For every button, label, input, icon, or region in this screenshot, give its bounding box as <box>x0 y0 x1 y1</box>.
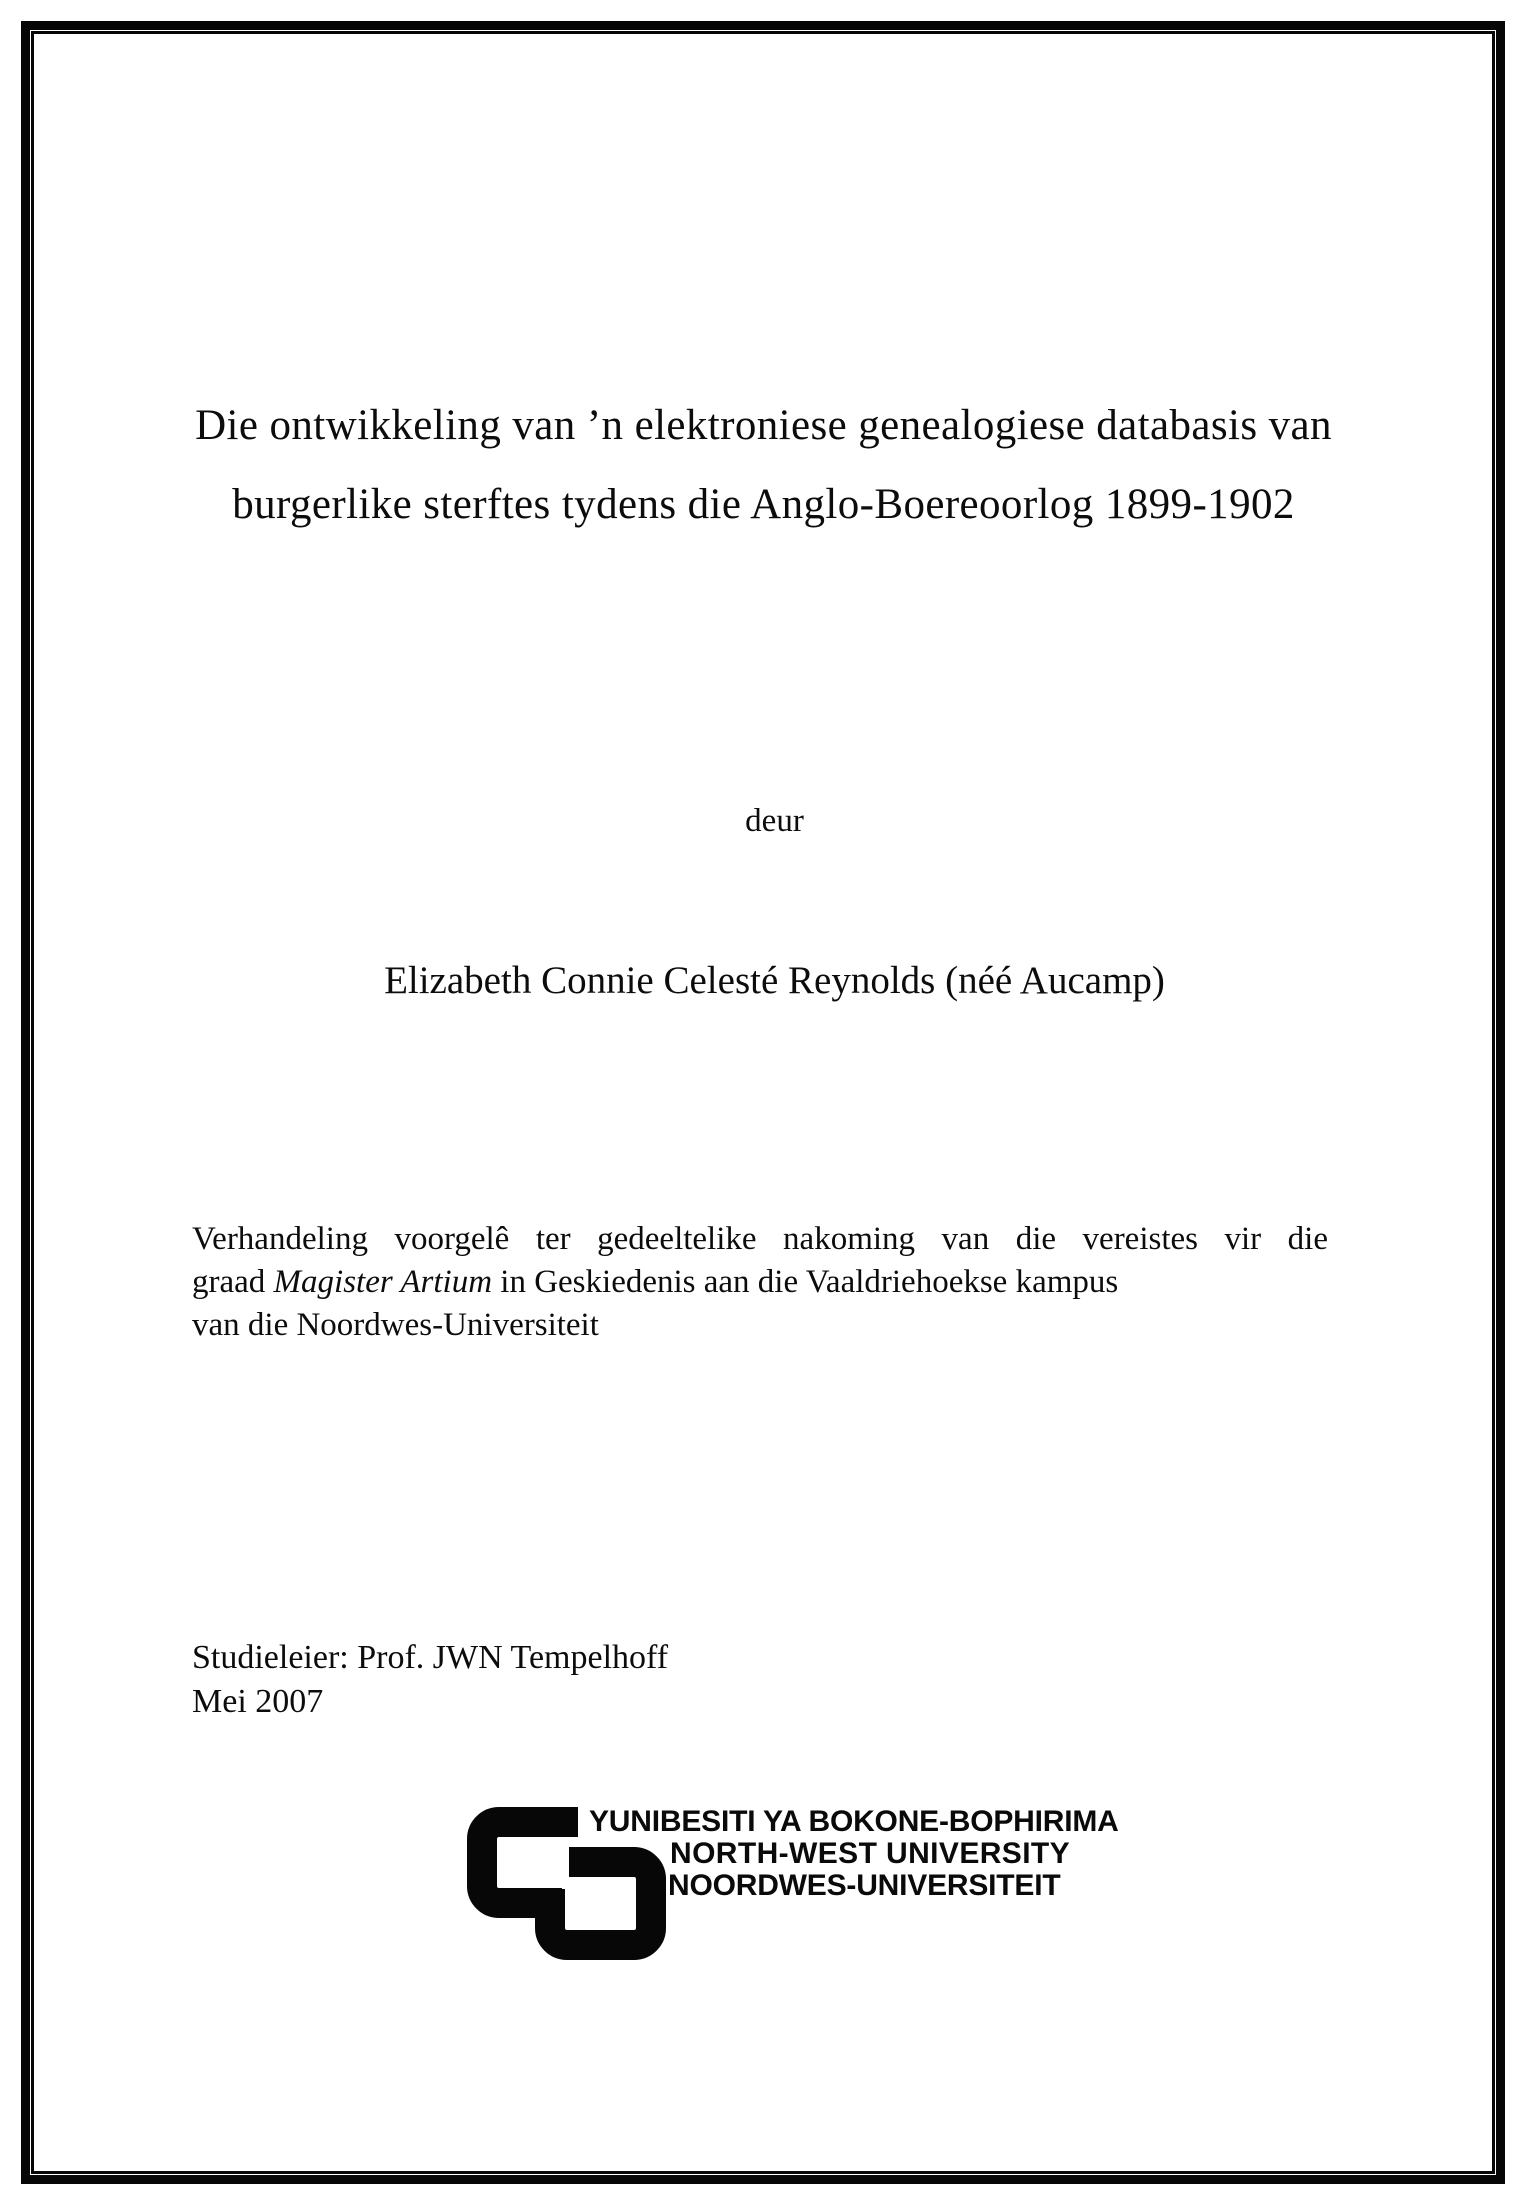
date-line: Mei 2007 <box>192 1683 324 1720</box>
degree-statement-line-2-prefix: graad <box>192 1264 274 1300</box>
advisor-block <box>192 1636 668 1724</box>
logo-text-afrikaans: NOORDWES-UNIVERSITEIT <box>668 1869 1061 1902</box>
byline-deur: deur <box>745 803 804 839</box>
degree-statement-line-2-suffix: in Geskiedenis aan die Vaaldriehoekse kampus <box>492 1264 1119 1300</box>
thesis-title-line-1: Die ontwikkeling van ’n elektroniese genealogiese databasis van <box>195 402 1332 449</box>
logo-text-setswana: YUNIBESITI YA BOKONE-BOPHIRIMA <box>589 1805 1119 1838</box>
degree-statement-line-1: Verhandeling voorgelê ter gedeeltelike nakoming van die vereistes vir die <box>192 1221 1328 1257</box>
degree-statement-degree-name: Magister Artium <box>273 1264 493 1300</box>
thesis-title-line-2: burgerlike sterftes tydens die Anglo-Boereoorlog 1899-1902 <box>232 481 1295 528</box>
thesis-title <box>95 386 1432 544</box>
logo-text-english: NORTH-WEST UNIVERSITY <box>670 1837 1071 1870</box>
author-name: Elizabeth Connie Celesté Reynolds (néé Aucamp) <box>384 959 1165 1002</box>
degree-statement-line-3: van die Noordwes-Universiteit <box>192 1307 599 1343</box>
degree-statement <box>192 1218 1328 1347</box>
degree-statement-line-2 <box>192 1261 1328 1304</box>
supervisor-line: Studieleier: Prof. JWN Tempelhoff <box>192 1639 669 1676</box>
